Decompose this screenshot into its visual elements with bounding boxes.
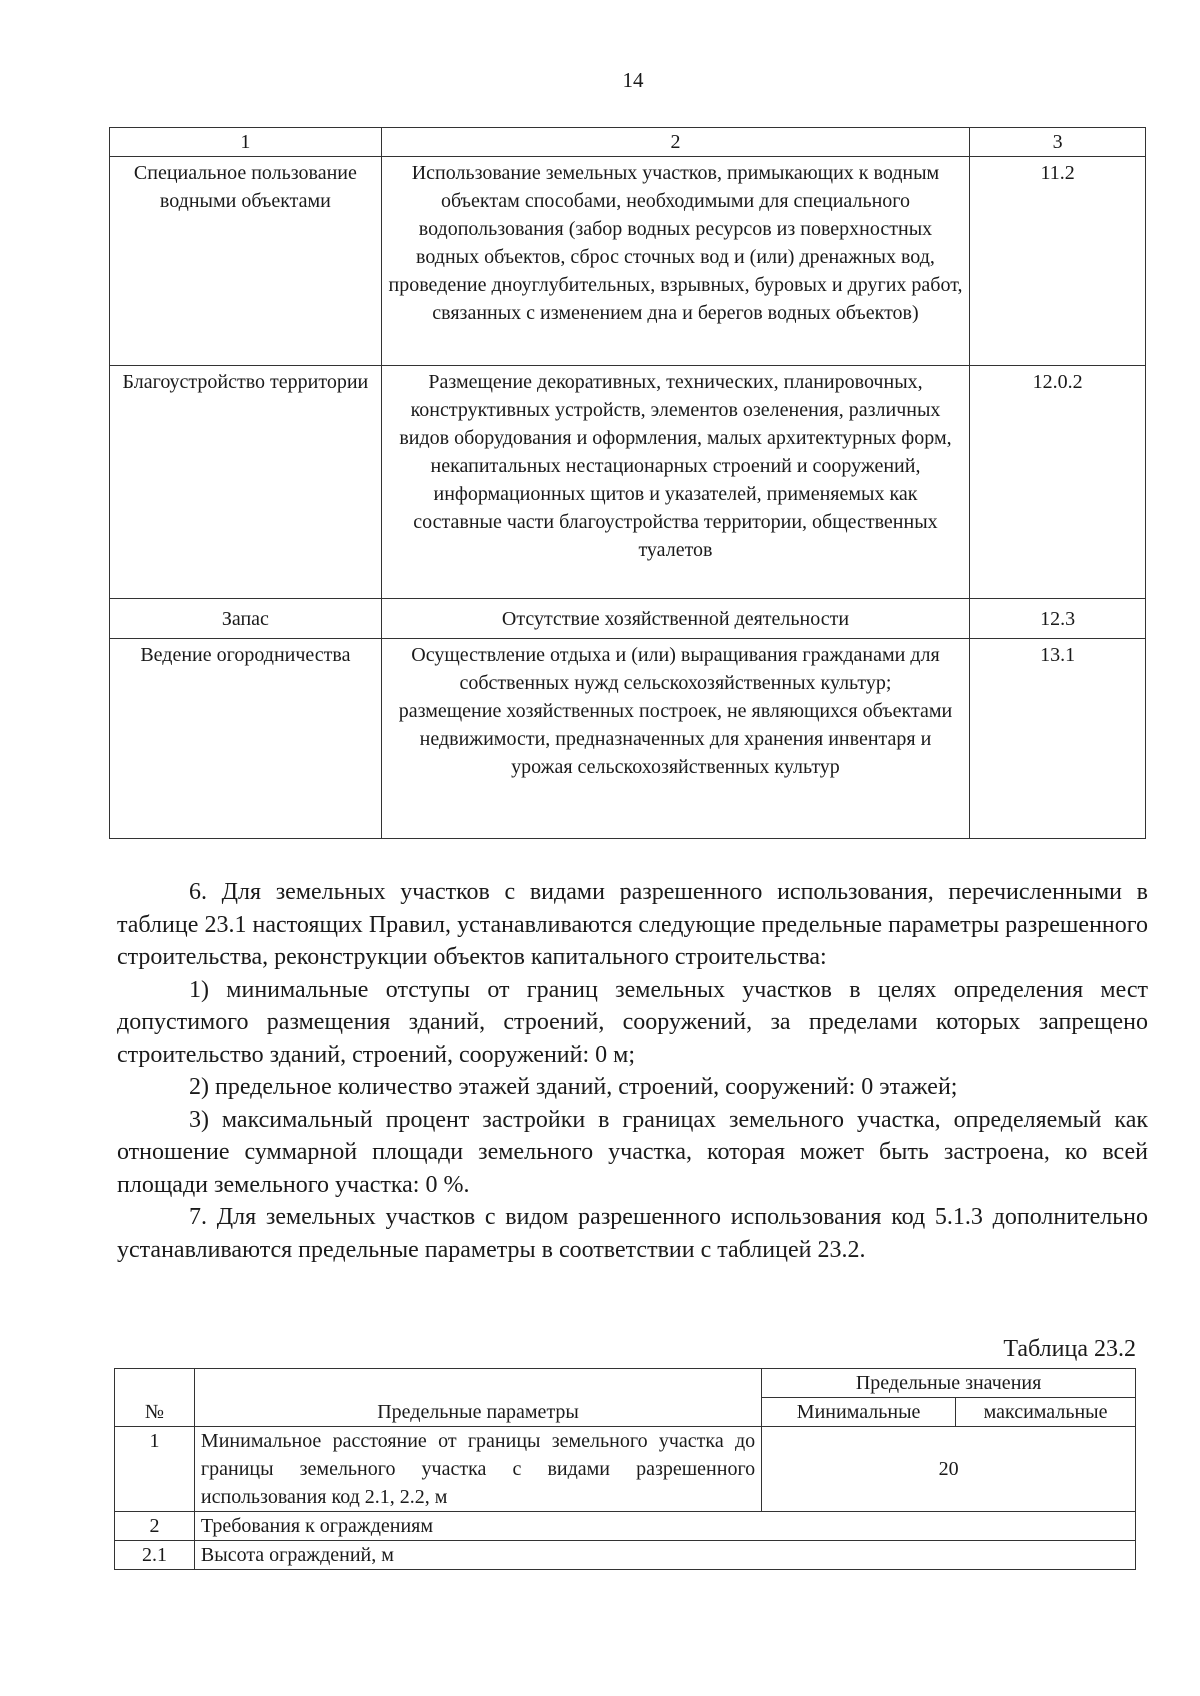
parameter-name: Минимальное расстояние от границы земельного участка до границы земельного участка с видами разрешенного использования код 2.1, 2.2, м [194, 1427, 761, 1512]
land-use-table [109, 127, 1146, 839]
column-header: 2 [381, 128, 969, 157]
table-header-row [115, 1369, 1136, 1398]
paragraph-7: 7. Для земельных участков с видом разрешенного использования код 5.1.3 дополнительно устанавливаются предельные параметры в соответствии с таблицей 23.2. [117, 1204, 1148, 1263]
use-type-description: Отсутствие хозяйственной деятельности [381, 599, 969, 639]
table-row [115, 1541, 1136, 1570]
table-row [110, 366, 1146, 599]
page-number: 14 [622, 68, 644, 92]
use-type-name: Благоустройство территории [110, 366, 382, 599]
table-row [110, 157, 1146, 366]
use-type-code: 12.3 [970, 599, 1146, 639]
table-caption: Таблица 23.2 [1003, 1336, 1136, 1362]
use-type-name: Запас [110, 599, 382, 639]
header-limit-values: Предельные значения [762, 1369, 1136, 1398]
limit-parameters-table [114, 1368, 1136, 1570]
table-row [115, 1427, 1136, 1512]
row-number: 2.1 [115, 1541, 195, 1570]
parameter-value: 20 [762, 1427, 1136, 1512]
use-type-code: 11.2 [970, 157, 1146, 366]
table-row [110, 639, 1146, 839]
use-type-code: 13.1 [970, 639, 1146, 839]
row-number: 1 [115, 1427, 195, 1512]
row-number: 2 [115, 1512, 195, 1541]
table-row [110, 599, 1146, 639]
table-row [115, 1512, 1136, 1541]
use-type-name: Ведение огородничества [110, 639, 382, 839]
parameter-name: Требования к ограждениям [194, 1512, 1135, 1541]
use-type-name: Специальное пользование водными объектами [110, 157, 382, 366]
header-maximum: максимальные [956, 1398, 1136, 1427]
header-minimum: Минимальные [762, 1398, 956, 1427]
table-header-row [110, 128, 1146, 157]
paragraph-6-item-2: 2) предельное количество этажей зданий, строений, сооружений: 0 этажей; [189, 1074, 958, 1100]
parameter-name: Высота ограждений, м [194, 1541, 1135, 1570]
paragraph-6-item-3: 3) максимальный процент застройки в границах земельного участка, определяемый как отношение суммарной площади земельного участка, которая может быть застроена, ко всей площади земельного участка: 0 %. [117, 1106, 1148, 1198]
column-header: 1 [110, 128, 382, 157]
use-type-code: 12.0.2 [970, 366, 1146, 599]
use-type-description: Осуществление отдыха и (или) выращивания гражданами для собственных нужд сельскохозяйственных культур; размещение хозяйственных построек, не являющихся объектами недвижимости, предназначенных для хранения инвентаря и урожая сельскохозяйственных культур [381, 639, 969, 839]
column-header: 3 [970, 128, 1146, 157]
paragraph-6-item-1: 1) минимальные отступы от границ земельных участков в целях определения мест допустимого размещения зданий, строений, сооружений, за пределами которых запрещено строительство зданий, строений, сооружений: 0 м; [117, 976, 1148, 1068]
header-parameters: Предельные параметры [194, 1369, 761, 1427]
paragraph-6: 6. Для земельных участков с видами разрешенного использования, перечисленными в таблице 23.1 настоящих Правил, устанавливаются следующие предельные параметры разрешенного строительства, реконструкции объектов капитального строительства: [117, 879, 1148, 970]
header-number: № [115, 1369, 195, 1427]
body-text [117, 876, 1148, 1266]
use-type-description: Использование земельных участков, примыкающих к водным объектам способами, необходимыми для специального водопользования (забор водных ресурсов из поверхностных водных объектов, сброс сточных вод и (или) дренажных вод, проведение дноуглубительных, взрывных, буровых и других работ, связанных с изменением дна и берегов водных объектов) [381, 157, 969, 366]
use-type-description: Размещение декоративных, технических, планировочных, конструктивных устройств, элементов озеленения, различных видов оборудования и оформления, малых архитектурных форм, некапитальных нестационарных строений и сооружений, информационных щитов и указателей, применяемых как составные части благоустройства территории, общественных туалетов [381, 366, 969, 599]
